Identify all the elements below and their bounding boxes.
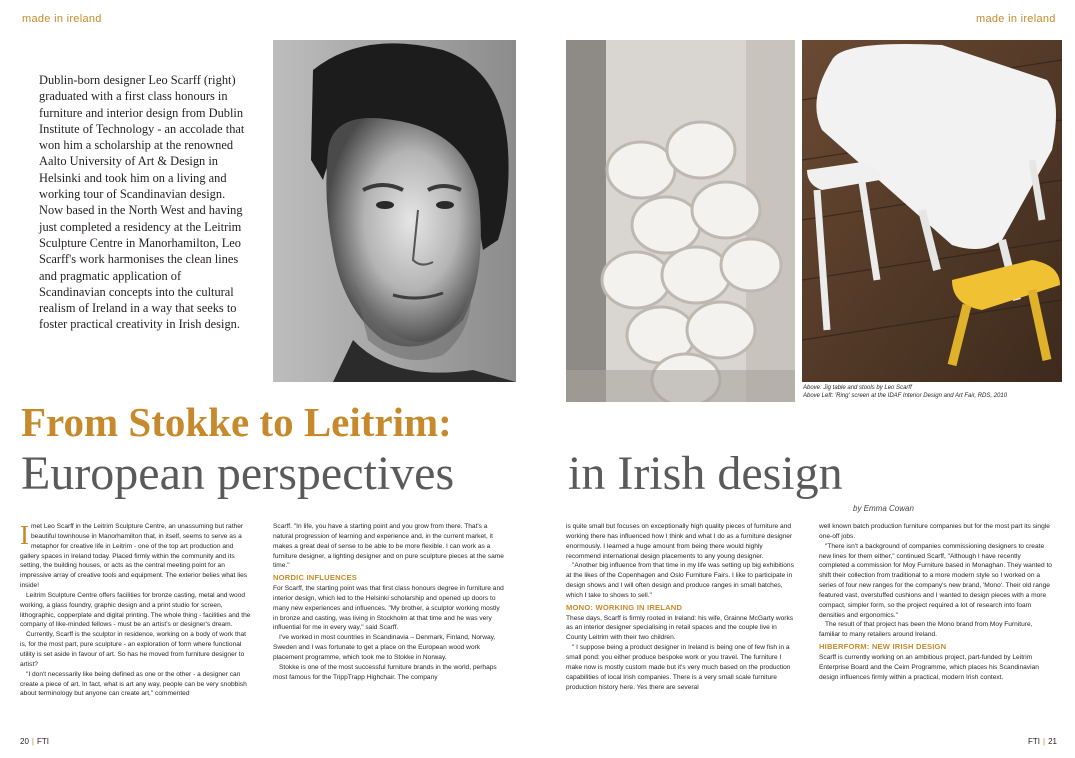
photo-caption-1: Above: Jig table and stools by Leo Scarff: [803, 385, 912, 391]
paragraph: "There isn't a background of companies commissioning designers to create new lines for them either," continued Scarff, "Although I have recently completed a commission for Moy Furniture based in Monaghan. They wanted to shift their collection from traditional to a more modern style so I worked on a series of four new ranges for the company's new brand, 'Mono'. Their old range featured vast, overstuffed cushions and I wanted to design pieces with a more compact, simpler form, so the project required a lot of research into foam densities and ergonomics.": [819, 542, 1052, 619]
paragraph: Scarff. "In life, you have a starting point and you grow from there. That's a natural progression of learning and experience and, in the current market, it makes a great deal of sense to be able to be more flexible. I can work as a furniture designer, a lighting designer and on pure sculpture pieces at the same time.": [273, 523, 504, 570]
paragraph: I've worked in most countries in Scandinavia – Denmark, Finland, Norway, Sweden and I was fortunate to get a place on the European wood work placement programme, which took me to Stokke in Norway.: [273, 634, 496, 661]
page-number-left: 20: [20, 737, 29, 746]
subheading-hiberform: HIBERFORM: NEW IRISH DESIGN: [819, 642, 947, 652]
body-column-3: [566, 522, 799, 692]
body-column-1: [20, 522, 253, 699]
subheading-nordic-influences: NORDIC INFLUENCES: [273, 573, 357, 583]
section-tag-right: made in ireland: [976, 13, 1056, 25]
magazine-label-left: FTI: [36, 737, 49, 746]
folio-right: [1028, 737, 1057, 746]
body-column-4: [819, 522, 1052, 683]
paragraph: is quite small but focuses on exceptionally high quality pieces of furniture and working there has influenced how I think and what I do as a furniture designer enormously. I learned a huge amount from being there would highly recommend international design placements to any young designer.: [566, 523, 793, 560]
subheading-mono: MONO: WORKING IN IRELAND: [566, 602, 683, 612]
paragraph: "Another big influence from that time in my life was setting up big exhibitions at the likes of the Copenhagen and Oslo Furniture Fairs. I like to participate in design shows and I will often design and produce ranges in small batches, which I take to shows to sell.": [566, 562, 794, 599]
headline-line-2-right: in Irish design: [568, 447, 843, 500]
paragraph: Stokke is one of the most successful furniture brands in the world, perhaps most famous for the TrippTrapp Highchair. The company: [273, 663, 497, 681]
ring-screen-photo: [566, 40, 795, 402]
paragraph: " I suppose being a product designer in Ireland is being one of few fish in a small pond: you either produce bespoke work or you travel. The furniture I make now is mostly custom made but it's very much based on the production capabilities of local Irish companies. There is a very small scale furniture production history here. Yes there are several: [566, 644, 791, 691]
folio-left: [20, 737, 49, 746]
paragraph: Currently, Scarff is the sculptor in residence, working on a body of work that is, for the most part, pure sculpture - an exploration of form where functional utility is set aside in favour of art. So has he moved from furniture designer to artist?: [20, 631, 247, 668]
jig-table-photo: [802, 40, 1062, 382]
drop-cap: I: [20, 520, 29, 550]
paragraph: The result of that project has been the Mono brand from Moy Furniture, familiar to many retailers around Ireland.: [819, 621, 1033, 639]
folio-divider: |: [31, 737, 34, 746]
magazine-label-right: FTI: [1028, 737, 1040, 746]
paragraph: met Leo Scarff in the Leitrim Sculpture Centre, an unassuming but rather beautiful townhouse in Manorhamilton that, in itself, seems to serve as a metaphor for creative life in Leitrim - one of the top art production and gallery spaces in Ireland today. Placed firmly within the community and its setting, the building houses, or acts as the central meeting point for an impressive array of creative tools and equipment. The exterior belies what lies inside!: [20, 523, 248, 590]
paragraph: Scarff is currently working on an ambitious project, part-funded by Leitrim Enterprise Board and the Ceim Programme, which places his Scandinavian design influences firmly within a practical, modern Irish context.: [819, 653, 1039, 681]
paragraph: For Scarff, the starting point was that first class honours degree in furniture and interior design, which led to the Helsinki scholarship and opened up doors to many new experiences and influences. "My brother, a sculptor working mostly in bronze and casting, was living in Stockholm at that time and he was very influential for me in every way," said Scarff.: [273, 585, 504, 632]
byline: by Emma Cowan: [853, 504, 914, 513]
page-number-right: 21: [1048, 737, 1057, 746]
intro-paragraph: Dublin-born designer Leo Scarff (right) graduated with a first class honours in furniture and interior design from Dublin Institute of Technology - an accolade that won him a scholarship at the renowned Aalto University of Art & Design in Helsinki and took him on a living and working tour of Scandinavian design. Now based in the North West and having just completed a residency at the Leitrim Sculpture Centre in Manorhamilton, Leo Scarff's work harmonises the clean lines and pragmatic application of Scandinavian concepts into the cultural realism of Ireland in a way that seeks to foster practical creativity in Irish design.: [39, 73, 245, 332]
photo-caption-2: Above Left: 'Ring' screen at the IDAF Interior Design and Art Fair, RDS, 2010: [803, 393, 1008, 399]
body-column-2: [273, 522, 506, 683]
paragraph: "I don't necessarily like being defined as one or the other - a designer can create a piece of art. In fact, what is art any way, people can be very snobbish about terminology but anyone can create art," commented: [20, 670, 247, 698]
paragraph: These days, Scarff is firmly rooted in Ireland: his wife, Grainne McGarty works as an interior designer specialising in retail spaces and the couple live in County Leitrim with their two children.: [566, 614, 794, 642]
paragraph: well known batch production furniture companies but for the most part its single one-off jobs.: [819, 523, 1050, 540]
folio-divider: |: [1043, 737, 1046, 746]
paragraph: Leitrim Sculpture Centre offers facilities for bronze casting, metal and wood working, a glass foundry, graphic design and a print studio for screen, lithographic, copperplate and digital printing. The whole thing - facilities and the company of like-minded fellows - must be an artist's or designer's dream.: [20, 591, 251, 629]
portrait-photo: [273, 40, 516, 382]
headline-line-1: From Stokke to Leitrim:: [21, 399, 452, 445]
headline-line-2-left: European perspectives: [21, 447, 455, 500]
section-tag-left: made in ireland: [22, 13, 102, 25]
